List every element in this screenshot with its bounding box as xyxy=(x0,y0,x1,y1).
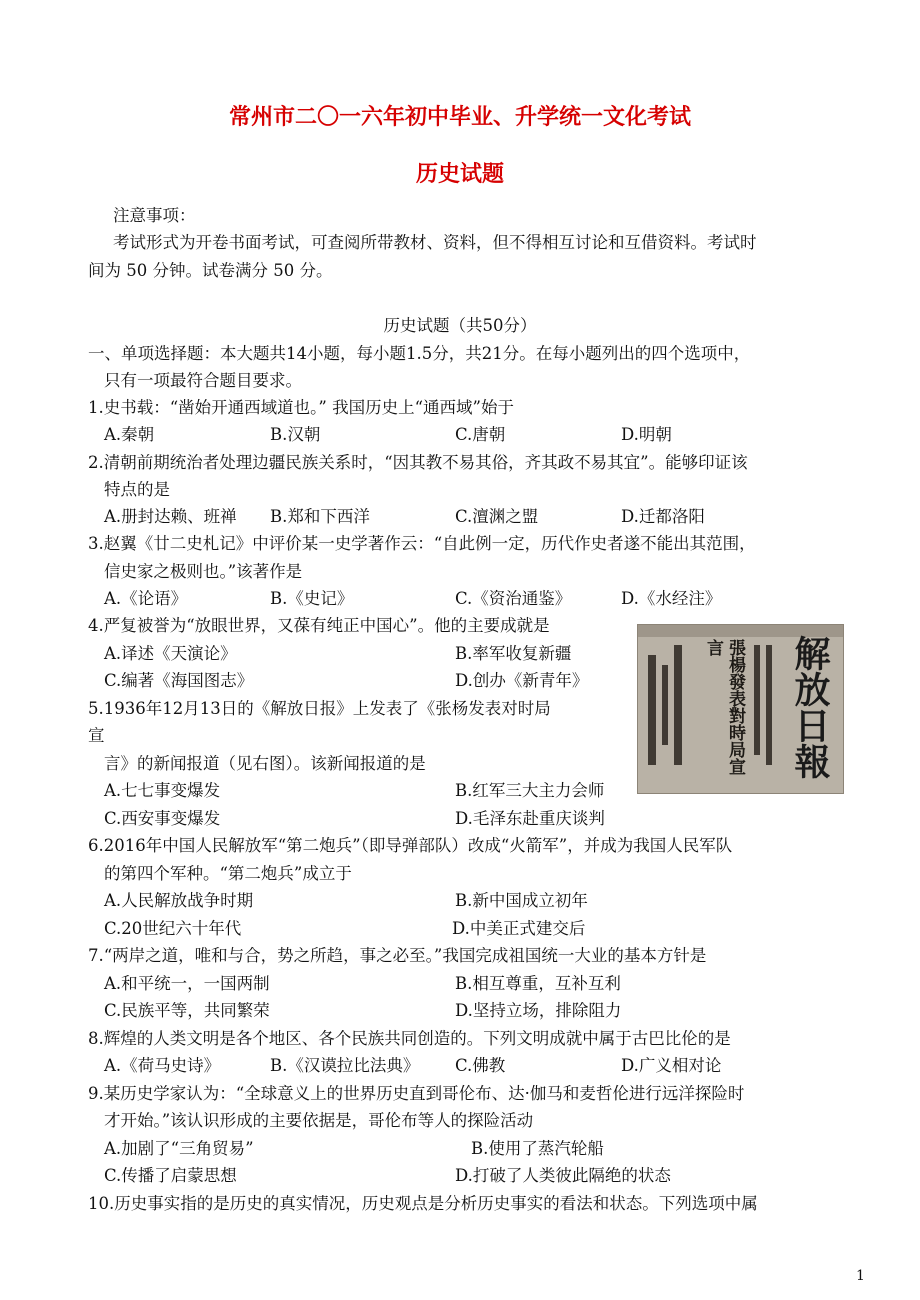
question-9-stem: 9.某历史学家认为：“全球意义上的世界历史直到哥伦布、达·伽马和麦哲伦进行远洋探险时 xyxy=(88,1084,745,1103)
question-9-option-d: D.打破了人类彼此隔绝的状态 xyxy=(455,1166,671,1185)
question-7-option-d: D.坚持立场，排除阻力 xyxy=(455,1001,622,1020)
question-5-stem-cont-1: 宣 xyxy=(88,726,105,745)
question-9-option-a: A.加剧了“三角贸易” xyxy=(104,1139,254,1158)
question-7-option-c: C.民族平等，共同繁荣 xyxy=(104,1001,270,1020)
question-1-option-c: C.唐朝 xyxy=(455,425,506,444)
question-4-stem: 4.严复被誉为“放眼世界，又葆有纯正中国心”。他的主要成就是 xyxy=(88,616,550,635)
question-5-option-b: B.红军三大主力会师 xyxy=(455,781,605,800)
question-7-option-b: B.相互尊重，互补互利 xyxy=(455,974,621,993)
question-2-stem-cont: 特点的是 xyxy=(104,480,170,499)
question-5-option-d: D.毛泽东赴重庆谈判 xyxy=(455,809,605,828)
newspaper-column xyxy=(648,655,656,765)
question-1-stem: 1.史书载：“凿始开通西域道也。” 我国历史上“通西域”始于 xyxy=(88,398,514,417)
question-8-option-a: A.《荷马史诗》 xyxy=(104,1056,221,1075)
question-3-stem-cont: 信史家之极则也。”该著作是 xyxy=(104,562,303,581)
newspaper-column xyxy=(662,665,668,745)
notice-line-1: 考试形式为开卷书面考试，可查阅所带教材、资料，但不得相互讨论和互借资料。考试时 xyxy=(113,233,757,252)
exam-title: 常州市二〇一六年初中毕业、升学统一文化考试 xyxy=(228,104,691,130)
newspaper-masthead-text: 解放日報 xyxy=(789,635,831,779)
page-number: 1 xyxy=(856,1268,865,1284)
question-1-option-b: B.汉朝 xyxy=(270,425,321,444)
question-5-option-c: C.西安事变爆发 xyxy=(104,809,221,828)
question-4-option-a: A.译述《天演论》 xyxy=(104,644,237,663)
question-5-option-a: A.七七事变爆发 xyxy=(104,781,221,800)
newspaper-figure xyxy=(637,624,844,794)
question-6-option-a: A.人民解放战争时期 xyxy=(104,891,254,910)
question-7-stem: 7.“两岸之道，唯和与合，势之所趋，事之必至。”我国完成祖国统一大业的基本方针是 xyxy=(88,946,707,965)
question-9-option-c: C.传播了启蒙思想 xyxy=(104,1166,237,1185)
question-9-stem-cont: 才开始。”该认识形成的主要依据是，哥伦布等人的探险活动 xyxy=(104,1111,534,1130)
question-8-option-c: C.佛教 xyxy=(455,1056,506,1075)
newspaper-column xyxy=(674,645,682,765)
exam-subtitle: 历史试题 xyxy=(415,161,504,187)
question-3-stem: 3.赵翼《廿二史札记》中评价某一史学著作云：“自此例一定，历代作史者遂不能出其范围， xyxy=(88,534,756,553)
question-5-stem-cont-2: 言》的新闻报道（见右图）。该新闻报道的是 xyxy=(104,754,426,773)
question-2-option-b: B.郑和下西洋 xyxy=(270,507,370,526)
question-6-option-b: B.新中国成立初年 xyxy=(455,891,588,910)
newspaper-masthead xyxy=(781,635,839,785)
question-8-option-b: B.《汉谟拉比法典》 xyxy=(270,1056,420,1075)
question-3-option-d: D.《水经注》 xyxy=(621,589,722,608)
question-3-option-b: B.《史记》 xyxy=(270,589,354,608)
question-4-option-d: D.创办《新青年》 xyxy=(455,671,589,690)
question-2-option-c: C.澶渊之盟 xyxy=(455,507,539,526)
section-title: 历史试题（共50分） xyxy=(383,316,537,335)
question-2-option-d: D.迁都洛阳 xyxy=(621,507,705,526)
question-2-stem: 2.清朝前期统治者处理边疆民族关系时，“因其教不易其俗，齐其政不易其宜”。能够印证该 xyxy=(88,453,748,472)
question-4-option-c: C.编著《海国图志》 xyxy=(104,671,254,690)
question-1-option-a: A.秦朝 xyxy=(104,425,155,444)
newspaper-headline: 張楊發表對時局宣言 xyxy=(703,639,745,775)
question-3-option-c: C.《资治通鉴》 xyxy=(455,589,572,608)
question-3-option-a: A.《论语》 xyxy=(104,589,188,608)
question-6-option-d: D.中美正式建交后 xyxy=(452,919,586,938)
question-8-option-d: D.广义相对论 xyxy=(621,1056,722,1075)
question-1-option-d: D.明朝 xyxy=(621,425,672,444)
question-5-stem: 5.1936年12月13日的《解放日报》上发表了《张杨发表对时局 xyxy=(88,699,551,718)
section-intro-2: 只有一项最符合题目要求。 xyxy=(104,371,302,390)
question-10-stem: 10.历史事实指的是历史的真实情况，历史观点是分析历史事实的看法和状态。下列选项中属 xyxy=(88,1194,758,1213)
newspaper-column xyxy=(754,645,760,755)
section-intro-1: 一、单项选择题：本大题共14小题，每小题1.5分，共21分。在每小题列出的四个选项中， xyxy=(88,344,751,363)
question-7-option-a: A.和平统一，一国两制 xyxy=(104,974,270,993)
question-6-stem-cont: 的第四个军种。“第二炮兵”成立于 xyxy=(104,864,352,883)
question-2-option-a: A.册封达赖、班禅 xyxy=(104,507,237,526)
newspaper-column xyxy=(766,645,772,765)
question-6-option-c: C.20世纪六十年代 xyxy=(104,919,242,938)
question-8-stem: 8.辉煌的人类文明是各个地区、各个民族共同创造的。下列文明成就中属于古巴比伦的是 xyxy=(88,1029,731,1048)
notice-line-2: 间为 50 分钟。试卷满分 50 分。 xyxy=(88,261,333,280)
question-4-option-b: B.率军收复新疆 xyxy=(455,644,572,663)
notice-label: 注意事项： xyxy=(113,206,196,225)
question-9-option-b: B.使用了蒸汽轮船 xyxy=(471,1139,604,1158)
question-6-stem: 6.2016年中国人民解放军“第二炮兵”（即导弹部队）改成“火箭军”，并成为我国人民军队 xyxy=(88,836,733,855)
